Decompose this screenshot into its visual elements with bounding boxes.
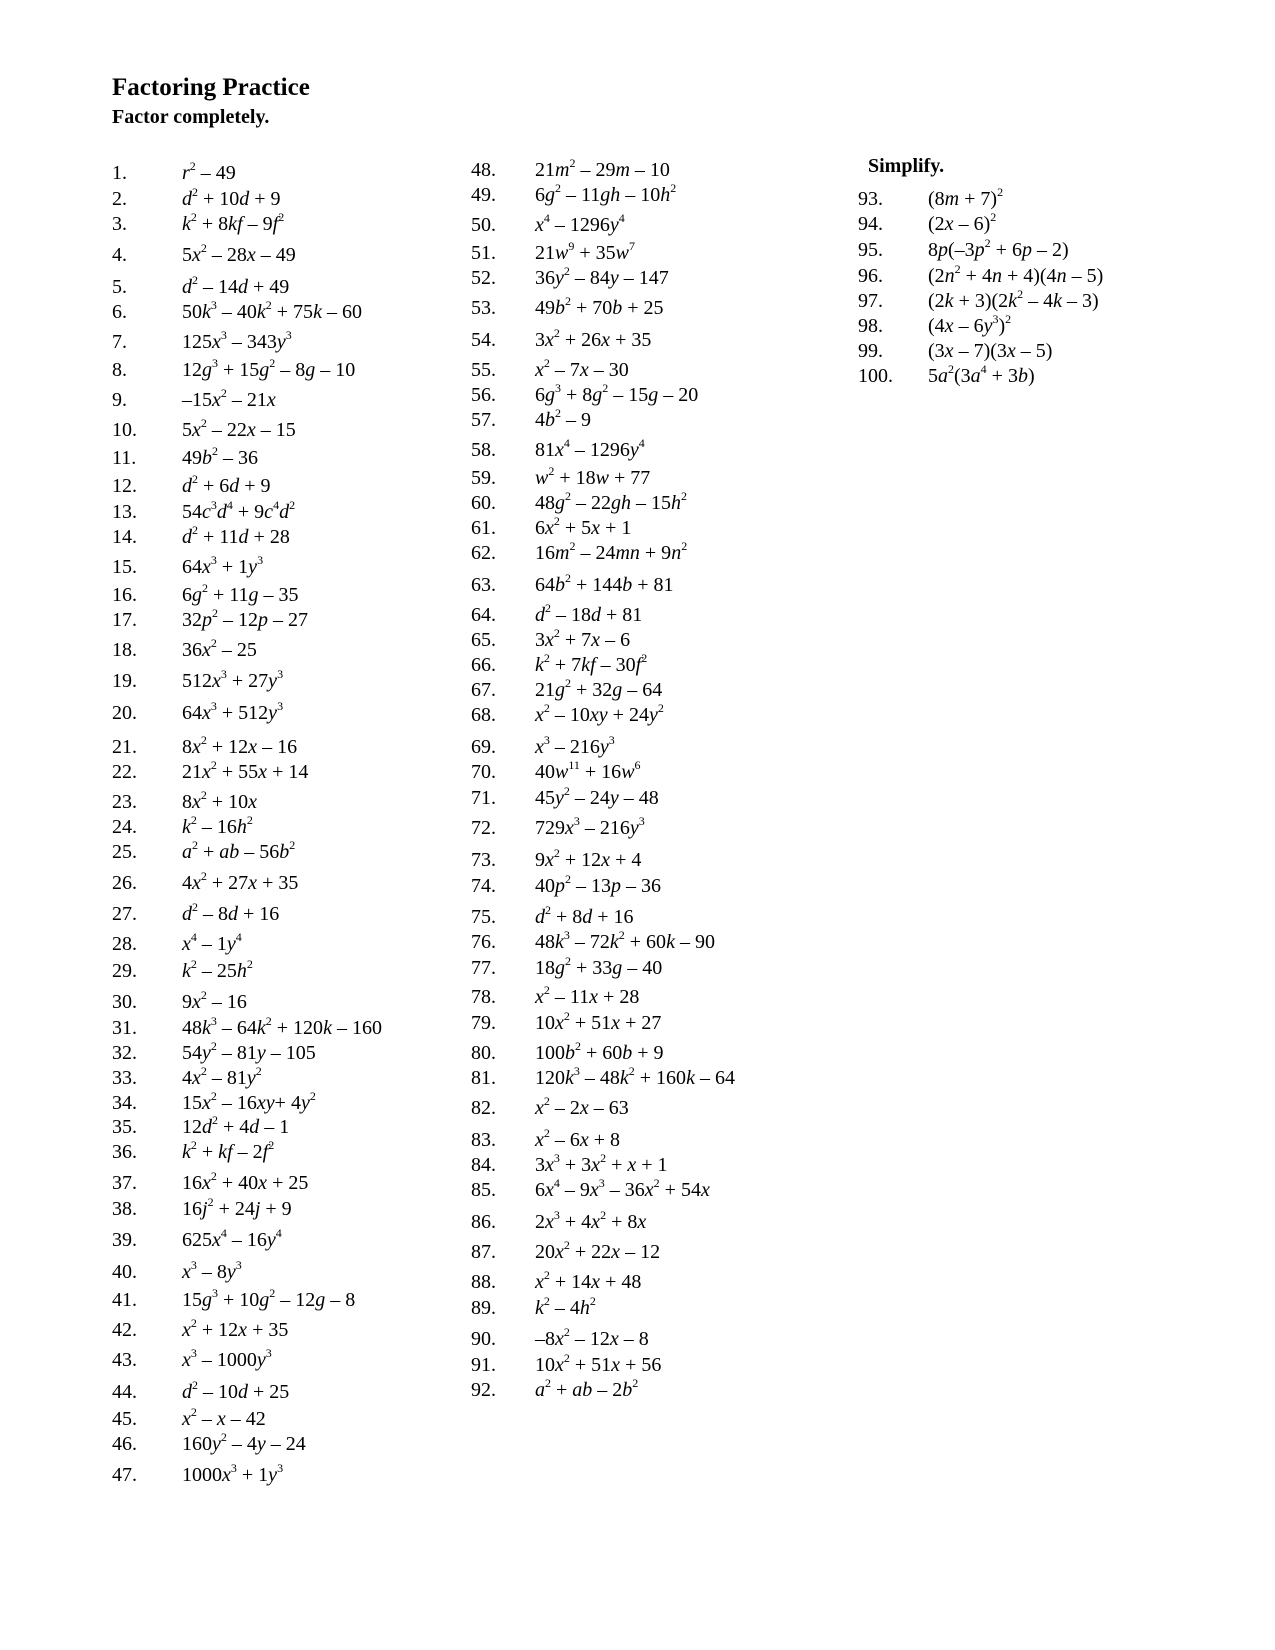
problem-expression: $21w^9 + 35w^7$	[535, 239, 635, 264]
problem-number: 26.	[112, 872, 137, 894]
problem-expression: $x^2 + 14x + 48$	[535, 1268, 642, 1293]
problem-number: 19.	[112, 670, 137, 692]
problem-expression: $k^2$ + kf – $2f^2$	[182, 1138, 275, 1163]
problem-number: 46.	[112, 1433, 137, 1455]
problem-number: 22.	[112, 761, 137, 783]
problem-number: 41.	[112, 1289, 137, 1311]
problem-expression: $5a^2(3a^4 + 3b)$	[928, 362, 1035, 387]
problem-expression: $40w^{11} + 16w^6$	[535, 758, 641, 783]
problem-number: 57.	[471, 409, 496, 431]
problem-expression: $d^2 - 10d + 25$	[182, 1378, 290, 1403]
problem-expression: $4x^2 - 81y^2$	[182, 1064, 262, 1089]
problem-expression: $45y^2 - 24y - 48$	[535, 784, 659, 809]
problem-expression: $-15x^2 - 21x$	[182, 386, 276, 411]
problem-expression: $x^3 - 216y^3$	[535, 733, 615, 758]
problem-expression: $6g^2 - 11gh - 10h^2$	[535, 181, 677, 206]
problem-number: 81.	[471, 1067, 496, 1089]
problem-expression: $64x^3 + 512y^3$	[182, 699, 284, 724]
problem-number: 69.	[471, 736, 496, 758]
problem-number: 45.	[112, 1408, 137, 1430]
problem-number: 39.	[112, 1229, 137, 1251]
problem-number: 20.	[112, 702, 137, 724]
problem-number: 43.	[112, 1349, 137, 1371]
problem-expression: $3x^3 + 3x^2 + x + 1$	[535, 1151, 668, 1176]
problem-expression: $15g^3 + 10g^2 - 12g - 8$	[182, 1286, 356, 1311]
problem-expression: $10x^2 + 51x + 27$	[535, 1009, 662, 1034]
problem-expression: $3x^2 + 7x - 6$	[535, 626, 631, 651]
problem-expression: $d^2 - 14d + 49$	[182, 273, 290, 298]
problem-expression: $d^2 - 18d + 81$	[535, 601, 643, 626]
problem-number: 90.	[471, 1328, 496, 1350]
problem-expression: $x^2 - 10xy + 24y^2$	[535, 701, 664, 726]
problem-number: 96.	[858, 265, 883, 287]
problem-expression: $6x^4 - 9x^3 - 36x^2 + 54x$	[535, 1176, 710, 1201]
problem-expression: $625x^4 - 16y^4$	[182, 1226, 282, 1251]
problem-expression: $x^4 - 1296y^4$	[535, 211, 625, 236]
problem-expression: $6g^3 + 8g^2 - 15g - 20$	[535, 381, 699, 406]
problem-number: 3.	[112, 213, 127, 235]
problem-expression: (3x – 7)(3x – 5)	[928, 340, 1053, 362]
problem-expression: $2x^3 + 4x^2 + 8x$	[535, 1208, 647, 1233]
problem-expression: $x^4 - 1y^4$	[182, 930, 242, 955]
problem-expression: $49b^2 - 36$	[182, 444, 258, 469]
problem-expression: $54c^3d^4 + 9c^4d^2$	[182, 498, 296, 523]
problem-number: 67.	[471, 679, 496, 701]
problem-number: 56.	[471, 384, 496, 406]
problem-number: 8.	[112, 359, 127, 381]
problem-expression: $4b^2 - 9$	[535, 406, 591, 431]
problem-expression: $21x^2 + 55x + 14$	[182, 758, 309, 783]
problem-expression: $1000x^3 + 1y^3$	[182, 1461, 284, 1486]
problem-number: 2.	[112, 188, 127, 210]
problem-number: 48.	[471, 159, 496, 181]
problem-expression: $36x^2 - 25$	[182, 636, 257, 661]
problem-expression: $6x^2 + 5x + 1$	[535, 514, 632, 539]
problem-number: 84.	[471, 1154, 496, 1176]
problem-number: 76.	[471, 931, 496, 953]
problem-number: 73.	[471, 849, 496, 871]
problem-expression: $d^2 + 6d + 9$	[182, 472, 271, 497]
problem-expression: $5x^2 - 28x - 49$	[182, 241, 296, 266]
problem-expression: $k^2 - 25h^2$	[182, 957, 253, 982]
problem-number: 5.	[112, 276, 127, 298]
problem-number: 80.	[471, 1042, 496, 1064]
problem-number: 71.	[471, 787, 496, 809]
problem-number: 31.	[112, 1017, 137, 1039]
problem-number: 35.	[112, 1116, 137, 1138]
problem-number: 25.	[112, 841, 137, 863]
problem-number: 93.	[858, 188, 883, 210]
problem-expression: $16j^2 + 24j + 9$	[182, 1195, 292, 1220]
problem-expression: $10x^2 + 51x + 56$	[535, 1351, 662, 1376]
problem-expression: $w^2 + 18w + 77$	[535, 464, 651, 489]
problem-expression: $21m^2 - 29m - 10$	[535, 156, 670, 181]
problem-number: 99.	[858, 340, 883, 362]
problem-number: 36.	[112, 1141, 137, 1163]
problem-number: 29.	[112, 960, 137, 982]
problem-expression: $6g^2 + 11g - 35$	[182, 581, 299, 606]
problem-expression: $9x^2 - 16$	[182, 988, 247, 1013]
problem-expression: $8x^2 + 10x$	[182, 788, 258, 813]
problem-number: 44.	[112, 1381, 137, 1403]
problem-number: 12.	[112, 475, 137, 497]
problem-expression: $d^2 + 11d + 28$	[182, 523, 290, 548]
problem-expression: $(4x - 6y^3)^2$	[928, 312, 1012, 337]
problem-number: 91.	[471, 1354, 496, 1376]
problem-expression: $20x^2 + 22x - 12$	[535, 1238, 661, 1263]
problem-number: 23.	[112, 791, 137, 813]
problem-expression: $48k^3 - 72k^2 + 60k - 90$	[535, 928, 715, 953]
problem-number: 70.	[471, 761, 496, 783]
problem-number: 66.	[471, 654, 496, 676]
problem-expression: $48k^3 - 64k^2 + 120k - 160$	[182, 1014, 382, 1039]
problem-number: 82.	[471, 1097, 496, 1119]
problem-expression: $x^2 - 6x + 8$	[535, 1126, 621, 1151]
problem-number: 59.	[471, 467, 496, 489]
problem-number: 38.	[112, 1198, 137, 1220]
problem-expression: $k^2 - 16h^2$	[182, 813, 253, 838]
problem-number: 65.	[471, 629, 496, 651]
problem-number: 60.	[471, 492, 496, 514]
problem-number: 55.	[471, 359, 496, 381]
problem-expression: $16x^2 + 40x + 25$	[182, 1169, 309, 1194]
problem-expression: $x^3 - 8y^3$	[182, 1258, 242, 1283]
problem-expression: $729x^3 - 216y^3$	[535, 814, 645, 839]
problem-expression: $x^2 - 7x - 30$	[535, 356, 629, 381]
problem-number: 86.	[471, 1211, 496, 1233]
problem-expression: (2x – 6)$^2$	[928, 210, 997, 235]
problem-number: 72.	[471, 817, 496, 839]
problem-number: 16.	[112, 584, 137, 606]
problem-number: 92.	[471, 1379, 496, 1401]
problem-expression: $8p(-3p^2 + 6p - 2)$	[928, 236, 1069, 261]
problem-expression: $d^2 - 8d + 16$	[182, 900, 280, 925]
simplify-heading: Simplify.	[868, 155, 945, 177]
problem-number: 62.	[471, 542, 496, 564]
problem-expression: $12g^3 + 15g^2 - 8g - 10$	[182, 356, 356, 381]
problem-number: 1.	[112, 162, 127, 184]
problem-expression: $3x^2 + 26x + 35$	[535, 326, 652, 351]
problem-expression: $4x^2 + 27x + 35$	[182, 869, 299, 894]
problem-number: 74.	[471, 875, 496, 897]
problem-expression: $x^2 - 2x - 63$	[535, 1094, 629, 1119]
problem-expression: $120k^3 - 48k^2 + 160k - 64$	[535, 1064, 735, 1089]
problem-expression: $-8x^2 - 12x - 8$	[535, 1325, 649, 1350]
problem-expression: $k^2 - 4h^2$	[535, 1294, 596, 1319]
problem-expression: $40p^2 - 13p - 36$	[535, 872, 661, 897]
problem-expression: $x^2$ – x – 42	[182, 1405, 266, 1430]
problem-number: 28.	[112, 933, 137, 955]
problem-number: 33.	[112, 1067, 137, 1089]
problem-expression: $(2k + 3)(2k^2 - 4k - 3)$	[928, 287, 1099, 312]
problem-expression: $50k^3 - 40k^2 + 75k - 60$	[182, 298, 362, 323]
problem-number: 53.	[471, 297, 496, 319]
problem-expression: $64x^3 + 1y^3$	[182, 553, 264, 578]
problem-number: 40.	[112, 1261, 137, 1283]
problem-expression: $x^2 - 11x + 28$	[535, 983, 640, 1008]
problem-expression: $49b^2 + 70b + 25$	[535, 294, 664, 319]
problem-number: 87.	[471, 1241, 496, 1263]
problem-expression: $48g^2 - 22gh - 15h^2$	[535, 489, 687, 514]
problem-number: 15.	[112, 556, 137, 578]
problem-number: 79.	[471, 1012, 496, 1034]
problem-number: 88.	[471, 1271, 496, 1293]
problem-number: 50.	[471, 214, 496, 236]
problem-number: 89.	[471, 1297, 496, 1319]
problem-expression: $5x^2 - 22x - 15$	[182, 416, 296, 441]
problem-expression: $18g^2 + 33g - 40$	[535, 954, 663, 979]
problem-number: 51.	[471, 242, 496, 264]
problem-number: 11.	[112, 447, 137, 469]
problem-number: 68.	[471, 704, 496, 726]
problem-number: 18.	[112, 639, 137, 661]
problem-number: 83.	[471, 1129, 496, 1151]
problem-number: 52.	[471, 267, 496, 289]
problem-number: 47.	[112, 1464, 137, 1486]
problem-number: 77.	[471, 957, 496, 979]
problem-expression: $x^3 - 1000y^3$	[182, 1346, 272, 1371]
problem-expression: $(8m + 7)^2$	[928, 185, 1004, 210]
problem-expression: $36y^2 - 84y - 147$	[535, 264, 669, 289]
problem-expression: $k^2 + 7kf - 30f^2$	[535, 651, 648, 676]
problem-number: 54.	[471, 329, 496, 351]
problem-number: 24.	[112, 816, 137, 838]
problem-expression: $64b^2 + 144b + 81$	[535, 571, 674, 596]
problem-number: 30.	[112, 991, 137, 1013]
problem-number: 4.	[112, 244, 127, 266]
problem-expression: $54y^2 - 81y - 105$	[182, 1039, 316, 1064]
problem-expression: $16m^2 - 24mn + 9n^2$	[535, 539, 688, 564]
problem-number: 34.	[112, 1092, 137, 1114]
problem-expression: $100b^2 + 60b + 9$	[535, 1039, 664, 1064]
problem-expression: $125x^3 - 343y^3$	[182, 328, 292, 353]
problem-number: 58.	[471, 439, 496, 461]
problem-expression: $d^2 + 8d + 16$	[535, 903, 634, 928]
problem-number: 75.	[471, 906, 496, 928]
problem-number: 7.	[112, 331, 127, 353]
problem-number: 63.	[471, 574, 496, 596]
problem-expression: $a^2$ + ab – $2b^2$	[535, 1376, 639, 1401]
problem-number: 78.	[471, 986, 496, 1008]
problem-number: 85.	[471, 1179, 496, 1201]
problem-expression: $x^2 + 12x + 35$	[182, 1316, 289, 1341]
problem-number: 27.	[112, 903, 137, 925]
problem-expression: $12d^2 + 4d - 1$	[182, 1113, 290, 1138]
problem-number: 21.	[112, 736, 137, 758]
problem-number: 61.	[471, 517, 496, 539]
problem-number: 49.	[471, 184, 496, 206]
problem-expression: $k^2 + 8kf - 9f^2$	[182, 210, 285, 235]
problem-expression: $21g^2 + 32g - 64$	[535, 676, 663, 701]
problem-expression: $32p^2 - 12p - 27$	[182, 606, 308, 631]
problem-number: 13.	[112, 501, 137, 523]
problem-expression: $81x^4 - 1296y^4$	[535, 436, 645, 461]
problem-expression: $d^2 + 10d + 9$	[182, 185, 281, 210]
problem-number: 14.	[112, 526, 137, 548]
problem-number: 100.	[858, 365, 893, 387]
problem-expression: $a^2$ + ab – $56b^2$	[182, 838, 296, 863]
problem-number: 42.	[112, 1319, 137, 1341]
problem-number: 64.	[471, 604, 496, 626]
problem-expression: $(2n^2 + 4n + 4)(4n - 5)$	[928, 262, 1104, 287]
problem-number: 97.	[858, 290, 883, 312]
problem-expression: $160y^2 - 4y - 24$	[182, 1430, 306, 1455]
page-subtitle: Factor completely.	[112, 106, 270, 128]
problem-number: 95.	[858, 239, 883, 261]
problem-number: 98.	[858, 315, 883, 337]
problem-number: 10.	[112, 419, 137, 441]
problem-number: 6.	[112, 301, 127, 323]
problem-expression: $8x^2 + 12x - 16$	[182, 733, 298, 758]
problem-number: 37.	[112, 1172, 137, 1194]
page-title: Factoring Practice	[112, 74, 310, 101]
problem-number: 94.	[858, 213, 883, 235]
problem-number: 17.	[112, 609, 137, 631]
problem-number: 9.	[112, 389, 127, 411]
problem-expression: $512x^3 + 27y^3$	[182, 667, 284, 692]
problem-expression: $15x^2 - 16xy+ 4y^2$	[182, 1089, 316, 1114]
problem-number: 32.	[112, 1042, 137, 1064]
problem-expression: $9x^2 + 12x + 4$	[535, 846, 642, 871]
problem-expression: $r^2 - 49$	[182, 159, 236, 184]
